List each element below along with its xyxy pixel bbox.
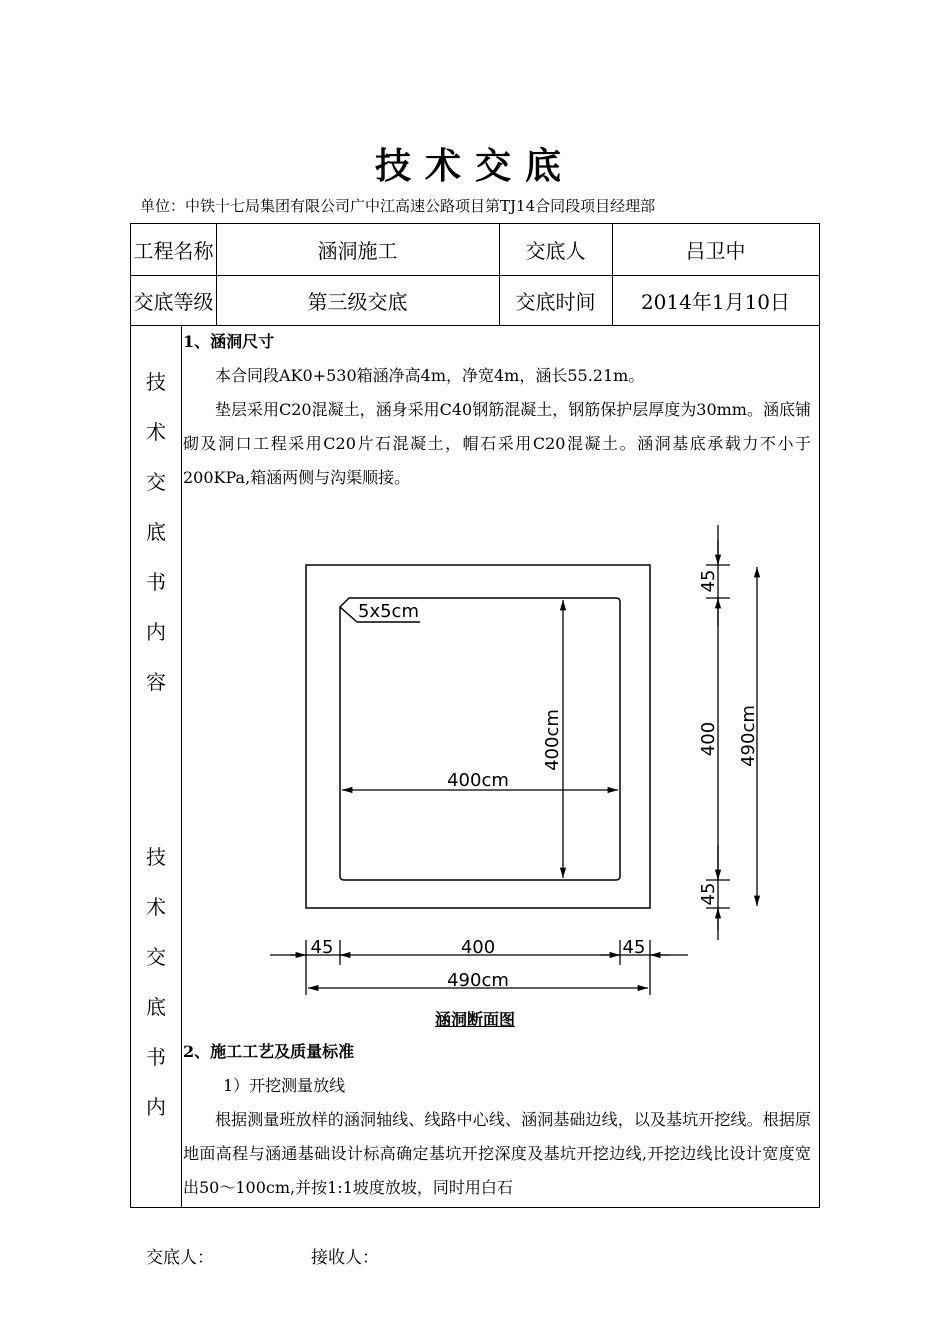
side-char: 交	[146, 470, 166, 494]
inner-height-label: 400cm	[542, 709, 563, 771]
inner-opening	[340, 598, 620, 880]
time-value: 2014年1月10日	[640, 289, 791, 314]
footer-receiver: 接收人：	[311, 1248, 379, 1268]
side-char: 底	[146, 520, 166, 544]
level-value: 第三级交底	[307, 289, 408, 314]
bottom-right-label: 45	[622, 937, 646, 958]
side-char: 交	[146, 945, 166, 969]
section-1	[183, 325, 811, 495]
project-name-label: 工程名称	[133, 239, 214, 263]
side-char: 技	[146, 370, 166, 394]
side-char: 内	[146, 620, 166, 644]
time-label: 交底时间	[515, 289, 596, 314]
wall-mid-label: 400	[698, 721, 719, 757]
drawing-caption: 涵洞断面图	[434, 1010, 515, 1029]
wall-bottom-label: 45	[698, 882, 719, 906]
side-char: 内	[146, 1095, 166, 1119]
total-width-label: 490cm	[447, 970, 509, 991]
bottom-mid-label: 400	[460, 937, 496, 958]
discloser-label: 交底人	[525, 239, 586, 263]
side-char: 容	[146, 670, 166, 694]
bottom-left-label: 45	[310, 937, 334, 958]
footer-discloser: 交底人：	[146, 1248, 214, 1268]
section-1-paragraph-2: 垫层采用C20混凝土，涵身采用C40钢筋混凝土，钢筋保护层厚度为30mm。涵底铺砌及洞口工程采用C20片石混凝土，帽石采用C20混凝土。涵洞基底承载力不小于200KPa,箱涵两侧与沟渠顺接。	[183, 400, 811, 487]
discloser-value: 吕卫中	[685, 239, 746, 263]
section-2-subtitle: 1）开挖测量放线	[223, 1076, 346, 1095]
side-char: 书	[146, 1045, 166, 1069]
section-2	[183, 1035, 811, 1205]
total-height-label: 490cm	[738, 705, 759, 767]
side-char: 底	[146, 995, 166, 1019]
chamfer-leader	[340, 607, 357, 622]
section-2-paragraph-1: 根据测量班放样的涵洞轴线、线路中心线、涵洞基础边线，以及基坑开挖线。根据原地面高程与涵通基础设计标高确定基坑开挖深度及基坑开挖边线,开挖边线比设计宽度宽出50～100cm,并按1:1坡度放坡，同时用白石	[183, 1110, 811, 1197]
project-name-value: 涵洞施工	[317, 239, 398, 263]
document-title: 技术交底	[374, 146, 575, 187]
side-char: 技	[146, 845, 166, 869]
section-1-title: 1、涵洞尺寸	[183, 332, 275, 351]
culvert-section-drawing	[130, 490, 800, 1000]
section-2-title: 2、施工工艺及质量标准	[183, 1042, 355, 1061]
chamfer-label: 5x5cm	[358, 601, 419, 622]
side-char: 术	[146, 895, 166, 919]
side-char: 术	[146, 420, 166, 444]
side-char: 书	[146, 570, 166, 594]
unit-line: 单位：中铁十七局集团有限公司广中江高速公路项目第TJ14合同段项目经理部	[140, 197, 656, 215]
section-1-paragraph-1: 本合同段AK0+530箱涵净高4m，净宽4m，涵长55.21m。	[215, 366, 645, 385]
wall-top-label: 45	[698, 569, 719, 593]
inner-width-label: 400cm	[447, 770, 509, 791]
level-label: 交底等级	[133, 289, 214, 314]
